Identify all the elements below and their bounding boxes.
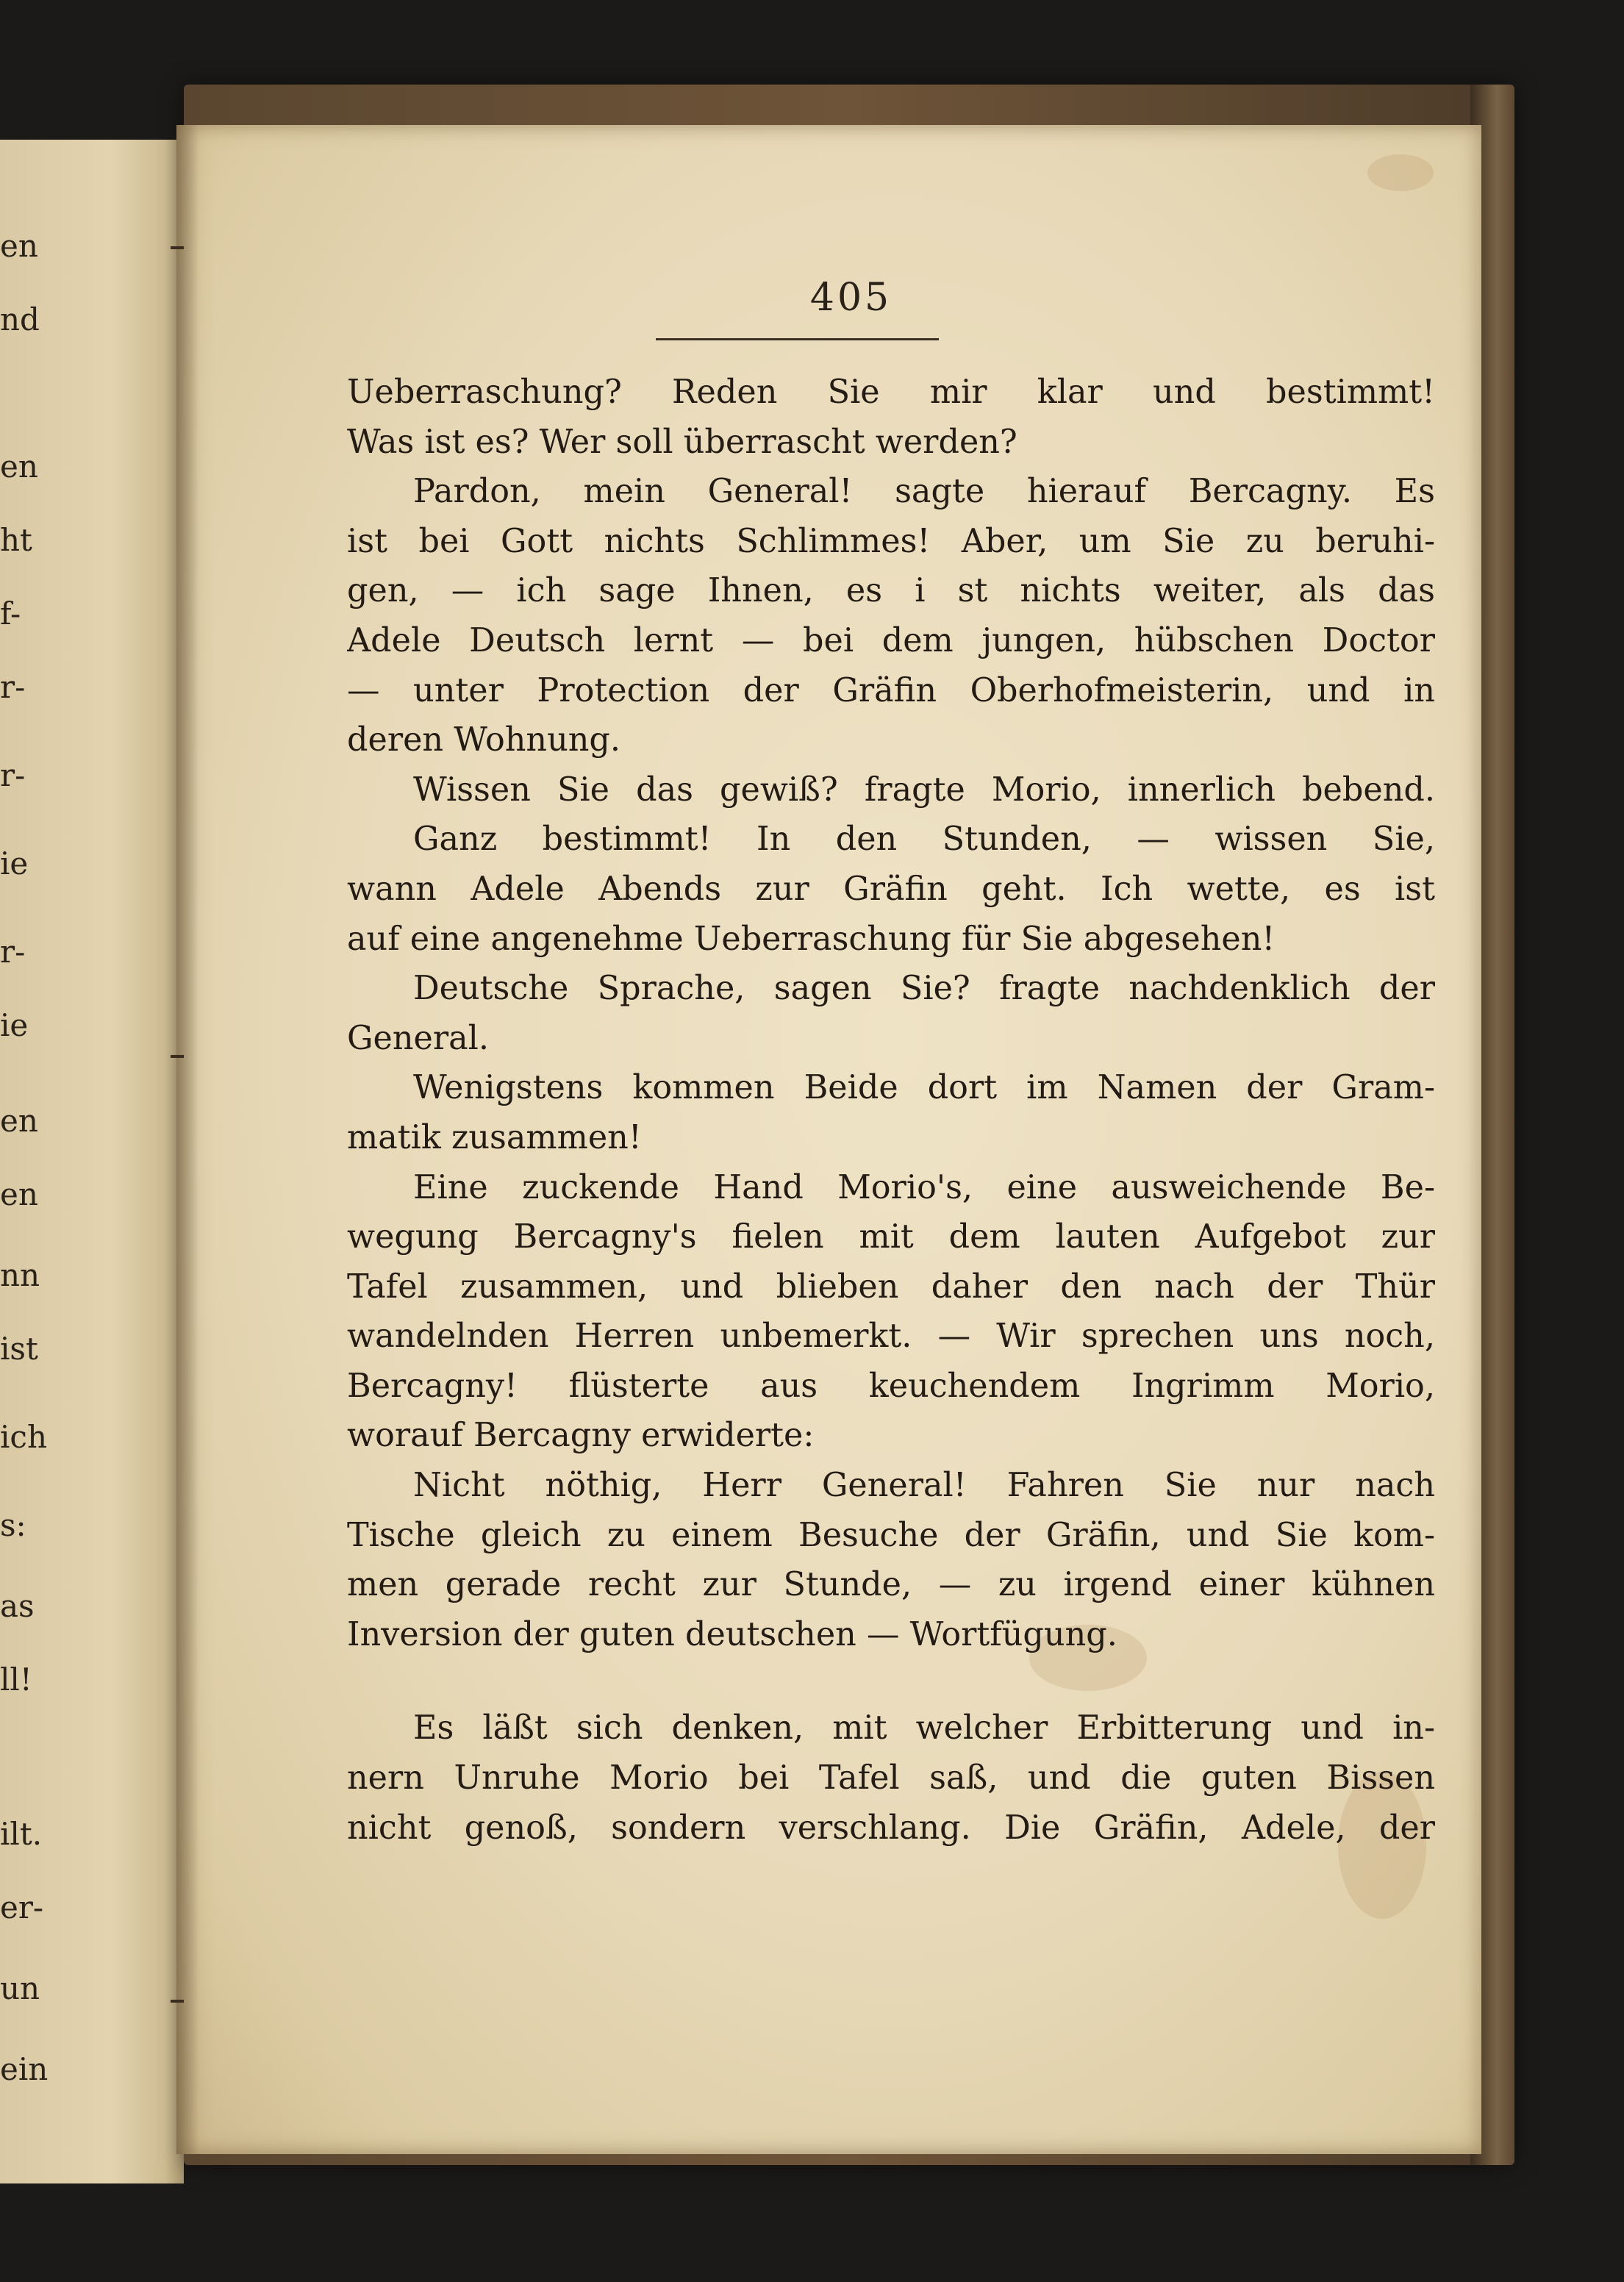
text-line: auf eine angenehme Ueberraschung für Sie abgesehen! xyxy=(347,920,1276,958)
text-line: Wissen Sie das gewiß? fragte Morio, innerlich bebend. xyxy=(413,770,1435,809)
previous-page-line-ending: ist xyxy=(0,1331,38,1367)
text-line: Tische gleich zu einem Besuche der Gräfin, und Sie kom- xyxy=(347,1516,1435,1554)
previous-page-line-ending: er- xyxy=(0,1889,44,1925)
text-line: Bercagny! flüsterte aus keuchendem Ingrimm Morio, xyxy=(347,1367,1435,1405)
previous-page-line-ending: nd xyxy=(0,301,40,337)
previous-page-line-ending: ich xyxy=(0,1419,48,1455)
text-line: wann Adele Abends zur Gräfin geht. Ich wette, es ist xyxy=(347,870,1435,908)
previous-page-line-ending: en xyxy=(0,1103,38,1139)
text-line: worauf Bercagny erwiderte: xyxy=(347,1417,815,1455)
text-line: Ueberraschung? Reden Sie mir klar und bestimmt! xyxy=(347,373,1435,411)
text-line: Wenigstens kommen Beide dort im Namen der Gram- xyxy=(413,1069,1435,1107)
text-line: Es läßt sich denken, mit welcher Erbitterung und in- xyxy=(413,1709,1435,1748)
text-block-main xyxy=(347,368,1435,1659)
text-line: nern Unruhe Morio bei Tafel saß, und die guten Bissen xyxy=(347,1759,1435,1798)
binding-thread xyxy=(171,2000,184,2003)
text-line: nicht genoß, sondern verschlang. Die Gräfin, Adele, der xyxy=(347,1809,1435,1847)
text-line: wegung Bercagny's fielen mit dem lauten Aufgebot zur xyxy=(347,1218,1435,1256)
previous-page-line-ending: ein xyxy=(0,2051,49,2087)
previous-page-line-ending: as xyxy=(0,1588,35,1624)
text-line: Eine zuckende Hand Morio's, eine ausweichende Be- xyxy=(413,1168,1435,1206)
previous-page-line-ending: ilt. xyxy=(0,1816,43,1852)
previous-page-line-ending: r- xyxy=(0,669,26,705)
previous-page-line-ending: en xyxy=(0,1176,38,1212)
text-line: — unter Protection der Gräfin Oberhofmeisterin, und in xyxy=(347,671,1435,709)
text-line: matik zusammen! xyxy=(347,1118,642,1156)
previous-page-line-ending: ie xyxy=(0,845,29,881)
text-line: deren Wohnung. xyxy=(347,721,621,759)
text-line: men gerade recht zur Stunde, — zu irgend einer kühnen xyxy=(347,1566,1435,1604)
book-page xyxy=(176,125,1481,2154)
previous-page-line-ending: ht xyxy=(0,522,32,558)
paper-stain xyxy=(1367,154,1434,191)
binding-thread xyxy=(171,1055,184,1058)
page-gutter-shadow xyxy=(176,125,198,2154)
text-line: gen, — ich sage Ihnen, es i st nichts weiter, als das xyxy=(347,572,1435,610)
text-line: Was ist es? Wer soll überrascht werden? xyxy=(347,423,1017,461)
text-line: Nicht nöthig, Herr General! Fahren Sie nur nach xyxy=(413,1467,1435,1505)
previous-page-line-ending: s: xyxy=(0,1507,26,1543)
text-line: ist bei Gott nichts Schlimmes! Aber, um Sie zu beruhi- xyxy=(347,522,1435,560)
binding-thread xyxy=(171,246,184,249)
text-line: Adele Deutsch lernt — bei dem jungen, hübschen Doctor xyxy=(347,621,1435,659)
previous-page-line-ending: f- xyxy=(0,595,21,632)
previous-page-line-ending: ll! xyxy=(0,1662,32,1698)
text-line: Inversion der guten deutschen — Wortfügung. xyxy=(347,1615,1117,1653)
text-block-continued xyxy=(347,1703,1435,1853)
previous-page-line-ending: r- xyxy=(0,757,26,793)
text-line: wandelnden Herren unbemerkt. — Wir sprechen uns noch, xyxy=(347,1317,1435,1356)
text-line: Pardon, mein General! sagte hierauf Bercagny. Es xyxy=(413,473,1435,511)
previous-page-line-ending: en xyxy=(0,228,38,264)
previous-page-edge xyxy=(0,140,184,2183)
previous-page-line-ending: nn xyxy=(0,1257,40,1293)
page-body-text xyxy=(347,368,1435,1853)
previous-page-line-ending: r- xyxy=(0,934,26,970)
text-line: Deutsche Sprache, sagen Sie? fragte nachdenklich der xyxy=(413,970,1435,1008)
text-line: Ganz bestimmt! In den Stunden, — wissen Sie, xyxy=(413,820,1435,859)
previous-page-line-ending: en xyxy=(0,448,38,484)
previous-page-line-ending: ie xyxy=(0,1007,29,1043)
page-number: 405 xyxy=(809,276,893,320)
text-line: Tafel zusammen, und blieben daher den nach der Thür xyxy=(347,1267,1435,1306)
section-break xyxy=(347,1659,1435,1703)
text-line: General. xyxy=(347,1019,490,1057)
header-rule xyxy=(656,338,939,340)
previous-page-line-ending: un xyxy=(0,1970,40,2006)
